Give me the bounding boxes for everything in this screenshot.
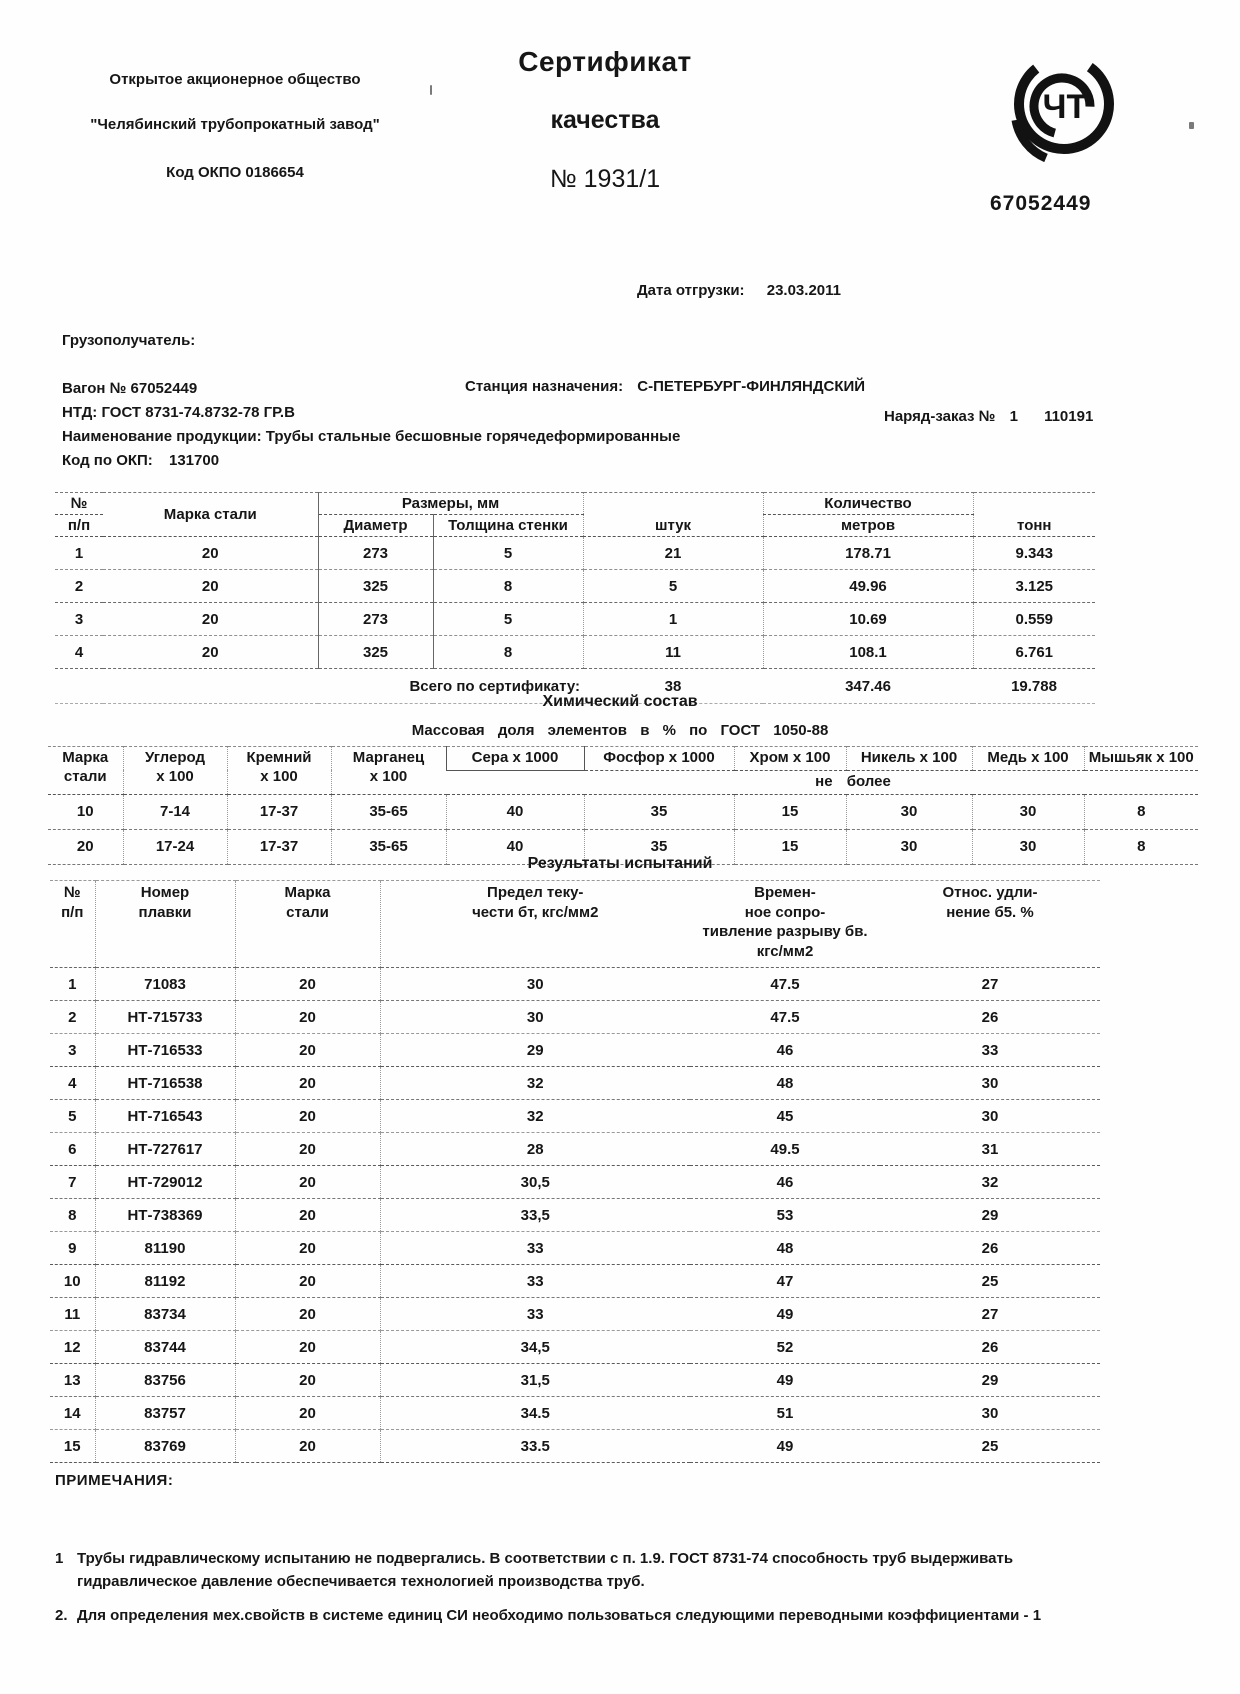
total-pieces: 38: [583, 669, 763, 704]
cell-row-number: 9: [50, 1232, 95, 1265]
cell-yield-strength: 30,5: [380, 1166, 690, 1199]
cell-yield-strength: 34,5: [380, 1331, 690, 1364]
cell-elongation: 32: [880, 1166, 1100, 1199]
ntd-line: НТД: ГОСТ 8731-74.8732-78 ГР.В: [62, 404, 295, 421]
sizes-header-sizes-group: Размеры, мм: [318, 493, 583, 515]
cell-yield-strength: 30: [380, 968, 690, 1001]
cell-steel-grade: 20: [103, 603, 318, 636]
cell-elongation: 25: [880, 1265, 1100, 1298]
cell-sulfur: 40: [446, 829, 584, 864]
cell-row-number: 4: [50, 1067, 95, 1100]
company-type: Открытое акционерное общество: [109, 71, 361, 88]
sizes-table-row: [55, 603, 1095, 636]
cell-elongation: 30: [880, 1100, 1100, 1133]
wagon-number-stamp: 67052449: [990, 192, 1092, 215]
cell-tons: 0.559: [973, 603, 1095, 636]
results-table-row: [50, 1430, 1100, 1463]
cell-chromium: 15: [734, 794, 846, 829]
cell-tensile-strength: 49: [690, 1298, 880, 1331]
cell-tensile-strength: 49.5: [690, 1133, 880, 1166]
station-value: С-ПЕТЕРБУРГ-ФИНЛЯНДСКИЙ: [637, 378, 866, 395]
certificate-title-line1: Сертификат: [518, 46, 692, 77]
cell-carbon: 17-24: [123, 829, 227, 864]
cell-silicon: 17-37: [227, 794, 331, 829]
cell-elongation: 29: [880, 1199, 1100, 1232]
cell-tensile-strength: 51: [690, 1397, 880, 1430]
cell-heat-number: НТ-738369: [95, 1199, 235, 1232]
order-number: 1: [1009, 408, 1018, 425]
chem-header-sulfur: Сера х 1000: [446, 747, 584, 771]
results-header-grade-line2: стали: [286, 903, 329, 921]
product-line: [62, 428, 680, 445]
cell-row-number: 3: [50, 1034, 95, 1067]
results-header-yield: [380, 881, 690, 968]
cell-tensile-strength: 45: [690, 1100, 880, 1133]
cell-yield-strength: 31,5: [380, 1364, 690, 1397]
sizes-table: [55, 492, 1095, 704]
cell-heat-number: НТ-716543: [95, 1100, 235, 1133]
cell-row-number: 14: [50, 1397, 95, 1430]
cell-copper: 30: [972, 829, 1084, 864]
cell-sulfur: 40: [446, 794, 584, 829]
total-meters: 347.46: [763, 669, 973, 704]
order-line: [884, 408, 1093, 425]
sizes-header-diameter: Диаметр: [318, 515, 433, 537]
chem-header-manganese: [331, 747, 446, 795]
factory-logo-icon: [1002, 42, 1120, 182]
cell-elongation: 25: [880, 1430, 1100, 1463]
cell-row-number: 4: [55, 636, 103, 669]
cell-row-number: 1: [50, 968, 95, 1001]
cell-row-number: 12: [50, 1331, 95, 1364]
cell-tensile-strength: 49: [690, 1430, 880, 1463]
chem-header-carbon-line1: Углерод: [145, 749, 205, 766]
results-header-heat-line1: Номер: [140, 884, 190, 901]
cell-wall-thickness: 5: [433, 603, 583, 636]
cell-phosphorus: 35: [584, 794, 734, 829]
cell-row-number: 7: [50, 1166, 95, 1199]
cell-yield-strength: 33.5: [380, 1430, 690, 1463]
sizes-table-row: [55, 537, 1095, 570]
cell-yield-strength: 32: [380, 1067, 690, 1100]
note-1: [55, 1547, 1095, 1594]
chem-header-manganese-line1: Марганец: [352, 749, 425, 766]
results-header-yield-line2: чести бт, кгс/мм2: [472, 903, 599, 921]
chem-table-row: [48, 794, 1198, 829]
cell-heat-number: НТ-716533: [95, 1034, 235, 1067]
cell-carbon: 7-14: [123, 794, 227, 829]
logo-letters: ЧТ: [1042, 88, 1088, 126]
cell-diameter: 325: [318, 570, 433, 603]
results-table-row: [50, 1232, 1100, 1265]
order-code: 110191: [1044, 408, 1094, 425]
cell-tensile-strength: 47.5: [690, 968, 880, 1001]
cell-steel-grade: 20: [235, 1430, 380, 1463]
chem-table: [48, 746, 1198, 865]
cell-diameter: 273: [318, 537, 433, 570]
cell-meters: 178.71: [763, 537, 973, 570]
notes-section: [55, 1472, 1095, 1637]
results-table-row: [50, 1133, 1100, 1166]
cell-row-number: 1: [55, 537, 103, 570]
cell-tensile-strength: 47.5: [690, 1001, 880, 1034]
note-2-number: 2.: [55, 1606, 68, 1624]
cell-elongation: 26: [880, 1232, 1100, 1265]
results-table-row: [50, 1199, 1100, 1232]
cell-steel-grade: 20: [235, 1001, 380, 1034]
chem-header-nickel: Никель х 100: [846, 747, 972, 771]
results-table-row: [50, 1067, 1100, 1100]
cell-yield-strength: 28: [380, 1133, 690, 1166]
chem-header-silicon-line1: Кремний: [246, 749, 312, 766]
cell-elongation: 26: [880, 1331, 1100, 1364]
total-label: Всего по сертификату:: [103, 669, 583, 704]
results-header-yield-line1: Предел теку-: [487, 884, 584, 901]
sizes-table-row: [55, 636, 1095, 669]
cell-steel-grade: 20: [235, 1133, 380, 1166]
certificate-number: № 1931/1: [549, 165, 661, 193]
cell-row-number: 3: [55, 603, 103, 636]
cell-nickel: 30: [846, 794, 972, 829]
cell-elongation: 33: [880, 1034, 1100, 1067]
sizes-header-grade: Марка стали: [103, 493, 318, 537]
wagon-line: Вагон № 67052449: [62, 380, 198, 397]
cell-elongation: 26: [880, 1001, 1100, 1034]
cell-elongation: 30: [880, 1067, 1100, 1100]
cell-row-number: 11: [50, 1298, 95, 1331]
results-table-row: [50, 1265, 1100, 1298]
cell-steel-grade: 20: [48, 829, 123, 864]
consignee-label: Грузополучатель:: [62, 332, 196, 349]
scan-artifact: [430, 85, 432, 95]
cell-row-number: 5: [50, 1100, 95, 1133]
cell-tensile-strength: 47: [690, 1265, 880, 1298]
chem-header-manganese-line2: х 100: [369, 767, 408, 785]
results-table: [50, 880, 1100, 1463]
results-table-row: [50, 1166, 1100, 1199]
cell-elongation: 29: [880, 1364, 1100, 1397]
sizes-header-qty-group: Количество: [763, 493, 973, 515]
chem-header-grade-line2: стали: [63, 767, 107, 785]
cell-steel-grade: 20: [235, 1397, 380, 1430]
note-1-text: Трубы гидравлическому испытанию не подвергались. В соответствии с п. 1.9. ГОСТ 8731-74 способность труб выдерживать гидравлическое давление обеспечивается технологией производства труб.: [77, 1550, 1014, 1591]
okp-value: 131700: [168, 452, 220, 469]
company-block: [60, 72, 410, 180]
cell-steel-grade: 20: [235, 1199, 380, 1232]
total-tons: 19.788: [973, 669, 1095, 704]
cell-steel-grade: 20: [235, 968, 380, 1001]
chem-header-copper: Медь х 100: [972, 747, 1084, 771]
results-table-row: [50, 1298, 1100, 1331]
cell-heat-number: 81190: [95, 1232, 235, 1265]
cell-yield-strength: 30: [380, 1001, 690, 1034]
cell-yield-strength: 32: [380, 1100, 690, 1133]
cell-steel-grade: 20: [235, 1232, 380, 1265]
cell-row-number: 8: [50, 1199, 95, 1232]
certificate-title-block: [455, 48, 755, 192]
cell-tensile-strength: 53: [690, 1199, 880, 1232]
cell-yield-strength: 34.5: [380, 1397, 690, 1430]
results-table-row: [50, 1397, 1100, 1430]
cell-elongation: 27: [880, 968, 1100, 1001]
cell-yield-strength: 33: [380, 1232, 690, 1265]
station-line: [465, 378, 865, 395]
cell-tensile-strength: 46: [690, 1034, 880, 1067]
results-header-elongation: [880, 881, 1100, 968]
sizes-header-wall: Толщина стенки: [433, 515, 583, 537]
results-header-grade: [235, 881, 380, 968]
cell-heat-number: НТ-729012: [95, 1166, 235, 1199]
results-header-tensile-line1: Времен-: [754, 884, 816, 901]
cell-wall-thickness: 8: [433, 636, 583, 669]
sizes-header-no: №: [55, 493, 103, 515]
cell-heat-number: НТ-727617: [95, 1133, 235, 1166]
results-header-no-line1: №: [63, 884, 81, 901]
cell-pieces: 1: [583, 603, 763, 636]
sizes-header-meters: метров: [763, 515, 973, 537]
cell-diameter: 325: [318, 636, 433, 669]
scan-artifact: [1189, 122, 1194, 129]
cell-yield-strength: 33,5: [380, 1199, 690, 1232]
chem-header-carbon: [123, 747, 227, 795]
cell-phosphorus: 35: [584, 829, 734, 864]
cell-tensile-strength: 52: [690, 1331, 880, 1364]
results-header-tensile-line3: тивление разрыву бв.: [702, 923, 868, 940]
cell-steel-grade: 20: [235, 1067, 380, 1100]
sizes-header-tons: тонн: [973, 493, 1095, 537]
results-header-elongation-line2: нение б5. %: [946, 903, 1034, 921]
chem-header-silicon-line2: х 100: [260, 767, 298, 785]
cell-silicon: 17-37: [227, 829, 331, 864]
note-2-text: Для определения мех.свойств в системе единиц СИ необходимо пользоваться следующими переводными коэффициентами - 1: [77, 1606, 1042, 1624]
results-header-heat-line2: плавки: [138, 903, 192, 921]
ship-date-line: [637, 282, 841, 299]
chem-header-not-more-than: не более: [734, 770, 972, 794]
order-label: Наряд-заказ №: [884, 408, 996, 425]
chem-header-grade: [48, 747, 123, 795]
results-table-body: [50, 968, 1100, 1463]
cell-copper: 30: [972, 794, 1084, 829]
cell-heat-number: 83769: [95, 1430, 235, 1463]
ship-date-label: Дата отгрузки:: [637, 282, 745, 299]
cell-tons: 3.125: [973, 570, 1095, 603]
cell-steel-grade: 20: [235, 1364, 380, 1397]
okp-label: Код по ОКП:: [62, 452, 153, 469]
cell-pieces: 5: [583, 570, 763, 603]
cell-elongation: 30: [880, 1397, 1100, 1430]
cell-steel-grade: 20: [235, 1034, 380, 1067]
chem-header-spacer-right: [972, 770, 1198, 794]
cell-elongation: 31: [880, 1133, 1100, 1166]
cell-steel-grade: 20: [103, 537, 318, 570]
cell-yield-strength: 33: [380, 1265, 690, 1298]
results-header-heat: [95, 881, 235, 968]
results-table-row: [50, 968, 1100, 1001]
cell-row-number: 2: [50, 1001, 95, 1034]
cell-heat-number: 71083: [95, 968, 235, 1001]
results-section-title: Результаты испытаний: [527, 855, 713, 872]
cell-steel-grade: 20: [235, 1265, 380, 1298]
note-1-number: 1: [55, 1550, 64, 1567]
product-value: Трубы стальные бесшовные горячедеформированные: [265, 428, 681, 445]
cell-row-number: 13: [50, 1364, 95, 1397]
results-table-row: [50, 1331, 1100, 1364]
cell-row-number: 6: [50, 1133, 95, 1166]
cell-heat-number: НТ-715733: [95, 1001, 235, 1034]
cell-nickel: 30: [846, 829, 972, 864]
results-table-row: [50, 1001, 1100, 1034]
cell-arsenic: 8: [1084, 829, 1198, 864]
cell-yield-strength: 29: [380, 1034, 690, 1067]
ship-date-value: 23.03.2011: [766, 282, 841, 299]
results-header-grade-line1: Марка: [284, 884, 331, 901]
results-table-row: [50, 1100, 1100, 1133]
cell-pieces: 11: [583, 636, 763, 669]
chem-header-phosphorus: Фосфор х 1000: [584, 747, 734, 771]
cell-diameter: 273: [318, 603, 433, 636]
cell-steel-grade: 20: [103, 570, 318, 603]
chem-table-body: [48, 794, 1198, 864]
results-header-elongation-line1: Относ. удли-: [942, 884, 1038, 901]
cell-chromium: 15: [734, 829, 846, 864]
chem-header-grade-line1: Марка: [62, 749, 109, 766]
cell-row-number: 15: [50, 1430, 95, 1463]
cell-tensile-strength: 49: [690, 1364, 880, 1397]
results-header-tensile-line4: кгс/мм2: [756, 942, 814, 960]
station-label: Станция назначения:: [465, 378, 624, 395]
chem-header-arsenic: Мышьяк х 100: [1084, 747, 1198, 771]
cell-steel-grade: 20: [235, 1298, 380, 1331]
cell-yield-strength: 33: [380, 1298, 690, 1331]
product-label: Наименование продукции:: [62, 428, 262, 445]
cell-wall-thickness: 5: [433, 537, 583, 570]
cell-heat-number: 83756: [95, 1364, 235, 1397]
chem-header-spacer-left: [446, 770, 734, 794]
cell-meters: 10.69: [763, 603, 973, 636]
cell-steel-grade: 20: [235, 1331, 380, 1364]
cell-heat-number: 83734: [95, 1298, 235, 1331]
cell-row-number: 2: [55, 570, 103, 603]
cell-tons: 9.343: [973, 537, 1095, 570]
cell-steel-grade: 20: [235, 1100, 380, 1133]
cell-tons: 6.761: [973, 636, 1095, 669]
cell-row-number: 10: [50, 1265, 95, 1298]
sizes-table-row: [55, 570, 1095, 603]
certificate-title-line2: качества: [550, 106, 660, 134]
cell-tensile-strength: 48: [690, 1232, 880, 1265]
cell-steel-grade: 20: [103, 636, 318, 669]
sizes-header-no2: п/п: [55, 515, 103, 537]
cell-heat-number: 81192: [95, 1265, 235, 1298]
cell-tensile-strength: 48: [690, 1067, 880, 1100]
cell-elongation: 27: [880, 1298, 1100, 1331]
cell-steel-grade: 10: [48, 794, 123, 829]
cell-heat-number: 83744: [95, 1331, 235, 1364]
results-header-tensile-line2: ное сопро-: [744, 903, 826, 921]
chem-header-chromium: Хром х 100: [734, 747, 846, 771]
company-name: "Челябинский трубопрокатный завод": [90, 116, 380, 133]
notes-title: ПРИМЕЧАНИЯ:: [55, 1472, 174, 1489]
sizes-header-pieces: штук: [583, 493, 763, 537]
results-table-row: [50, 1364, 1100, 1397]
cell-wall-thickness: 8: [433, 570, 583, 603]
cell-manganese: 35-65: [331, 829, 446, 864]
results-header-no-line2: п/п: [61, 903, 84, 921]
cell-manganese: 35-65: [331, 794, 446, 829]
chem-header-silicon: [227, 747, 331, 795]
cell-heat-number: НТ-716538: [95, 1067, 235, 1100]
cell-tensile-strength: 46: [690, 1166, 880, 1199]
okp-line: [62, 452, 219, 469]
results-header-tensile: [690, 881, 880, 968]
results-header-no: [50, 881, 95, 968]
chem-header-carbon-line2: х 100: [156, 767, 194, 785]
sizes-table-body: [55, 537, 1095, 669]
company-okpo: Код ОКПО 0186654: [166, 164, 304, 181]
chem-section-subtitle: Массовая доля элементов в % по ГОСТ 1050-88: [411, 722, 829, 739]
cell-meters: 108.1: [763, 636, 973, 669]
cell-heat-number: 83757: [95, 1397, 235, 1430]
cell-meters: 49.96: [763, 570, 973, 603]
cell-steel-grade: 20: [235, 1166, 380, 1199]
cell-arsenic: 8: [1084, 794, 1198, 829]
note-2: [55, 1604, 1095, 1627]
cell-pieces: 21: [583, 537, 763, 570]
chem-section-title: Химический состав: [542, 693, 698, 710]
results-table-row: [50, 1034, 1100, 1067]
